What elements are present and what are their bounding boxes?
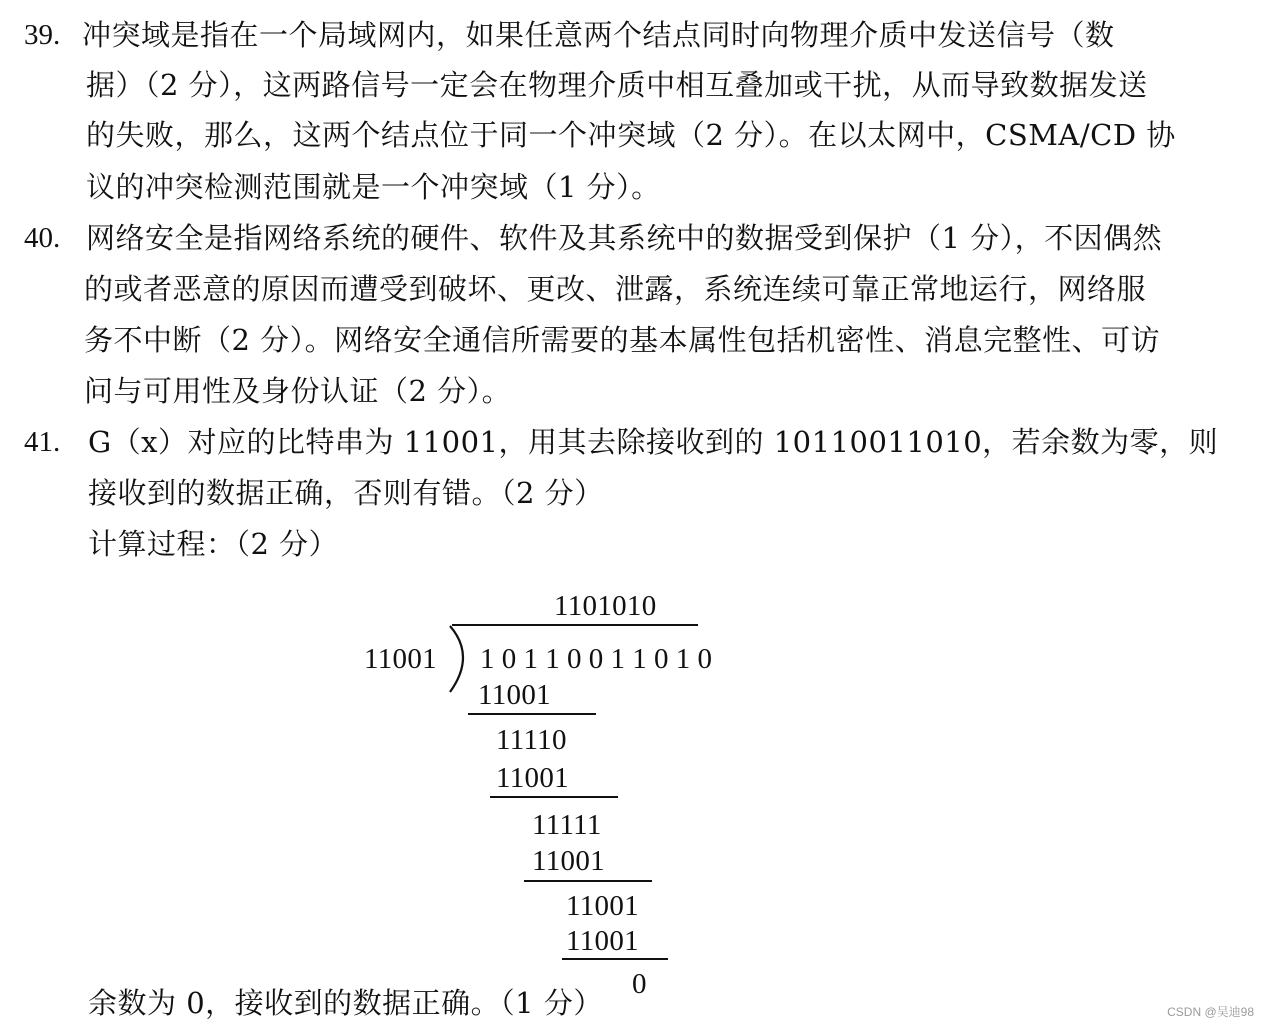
csdn-watermark: CSDN @吴迪98	[1167, 1005, 1254, 1019]
question-39-number: 39.	[24, 19, 61, 51]
division-step-2-partial: 11110	[496, 724, 567, 756]
division-step-1-subtrahend: 11001	[478, 679, 551, 711]
division-step-2-rule	[490, 796, 618, 798]
question-39-line-3: 的失败，那么，这两个结点位于同一个冲突域（2 分）。在以太网中，CSMA/CD 协	[86, 118, 1176, 152]
division-step-1-rule	[468, 713, 596, 715]
division-step-4-rule	[562, 958, 668, 960]
division-step-3-rule	[524, 880, 652, 882]
division-step-4-subtrahend: 11001	[566, 925, 639, 957]
division-step-3-subtrahend: 11001	[532, 845, 605, 877]
question-40-line-1: 网络安全是指网络系统的硬件、软件及其系统中的数据受到保护（1 分），不因偶然	[86, 221, 1163, 255]
question-39-line-4: 议的冲突检测范围就是一个冲突域（1 分）。	[86, 170, 661, 204]
conclusion-text: 余数为 0，接收到的数据正确。（1 分）	[88, 986, 603, 1020]
question-39-line-1: 冲突域是指在一个局域网内，如果任意两个结点同时向物理介质中发送信号（数	[82, 18, 1115, 52]
question-41-line-2: 接收到的数据正确，否则有错。（2 分）	[88, 476, 604, 510]
question-41-line-1: G（x）对应的比特串为 11001，用其去除接收到的 10110011010，若余数为零，则	[88, 425, 1219, 459]
division-dividend: 1 0 1 1 0 0 1 1 0 1 0	[480, 643, 712, 675]
division-step-4-partial: 11001	[566, 890, 639, 922]
division-remainder: 0	[632, 968, 647, 1000]
question-40-line-3: 务不中断（2 分）。网络安全通信所需要的基本属性包括机密性、消息完整性、可访	[84, 323, 1161, 357]
division-quotient: 1101010	[554, 590, 657, 622]
question-40-line-4: 问与可用性及身份认证（2 分）。	[84, 374, 512, 408]
division-top-rule	[452, 624, 698, 626]
division-step-2-subtrahend: 11001	[496, 762, 569, 794]
question-41-line-3: 计算过程：（2 分）	[88, 527, 339, 561]
question-41-number: 41.	[24, 426, 61, 458]
question-40-line-2: 的或者恶意的原因而遭受到破坏、更改、泄露，系统连续可靠正常地运行，网络服	[84, 272, 1147, 306]
question-40-number: 40.	[24, 222, 61, 254]
question-39-line-2: 据）（2 分），这两路信号一定会在物理介质中相互叠加或干扰，从而导致数据发送	[86, 68, 1148, 102]
division-divisor: 11001	[364, 643, 437, 675]
division-bracket-icon	[444, 624, 474, 694]
division-step-3-partial: 11111	[532, 809, 602, 841]
